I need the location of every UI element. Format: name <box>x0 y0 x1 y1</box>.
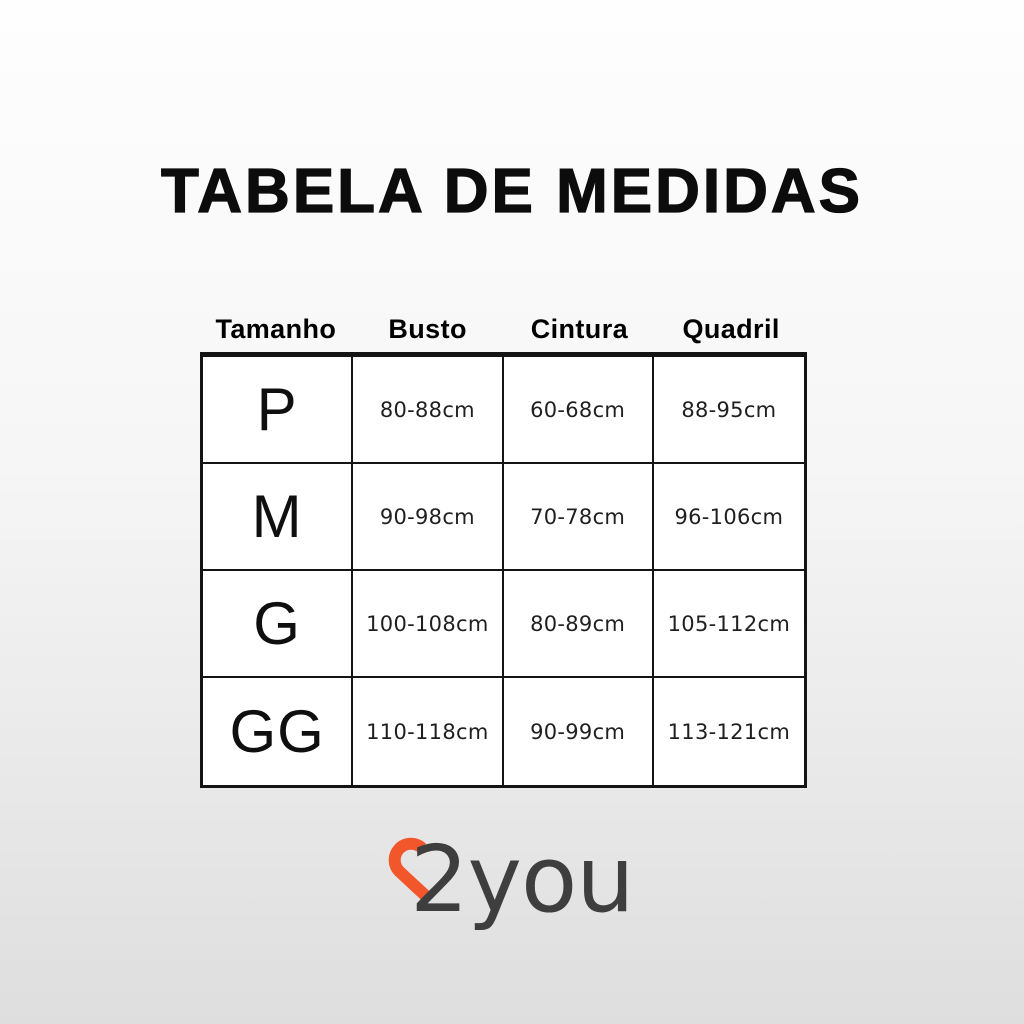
brand-logo <box>0 812 1024 937</box>
quadril-cell-gg: 113-121cm <box>654 678 804 785</box>
quadril-cell-m: 96-106cm <box>654 464 804 571</box>
cintura-cell-gg: 90-99cm <box>504 678 654 785</box>
cintura-cell-g: 80-89cm <box>504 571 654 678</box>
cintura-cell-m: 70-78cm <box>504 464 654 571</box>
column-header-busto: Busto <box>388 314 467 344</box>
quadril-cell-g: 105-112cm <box>654 571 804 678</box>
busto-cell-m: 90-98cm <box>353 464 503 571</box>
logo-graphic <box>382 812 662 937</box>
measurements-table <box>200 314 807 788</box>
column-header-quadril: Quadril <box>682 314 780 344</box>
page-title: TABELA DE MEDIDAS <box>161 157 863 226</box>
logo-text: 2you <box>410 826 634 933</box>
table-body <box>200 352 807 788</box>
busto-cell-gg: 110-118cm <box>353 678 503 785</box>
size-cell-m: M <box>203 464 353 571</box>
column-header-cintura: Cintura <box>530 314 629 344</box>
cintura-cell-p: 60-68cm <box>504 357 654 464</box>
column-header-tamanho: Tamanho <box>215 314 337 344</box>
size-cell-p: P <box>203 357 353 464</box>
quadril-cell-p: 88-95cm <box>654 357 804 464</box>
table-header-row <box>200 314 807 352</box>
busto-cell-g: 100-108cm <box>353 571 503 678</box>
size-cell-gg: GG <box>203 678 353 785</box>
busto-cell-p: 80-88cm <box>353 357 503 464</box>
size-cell-g: G <box>203 571 353 678</box>
